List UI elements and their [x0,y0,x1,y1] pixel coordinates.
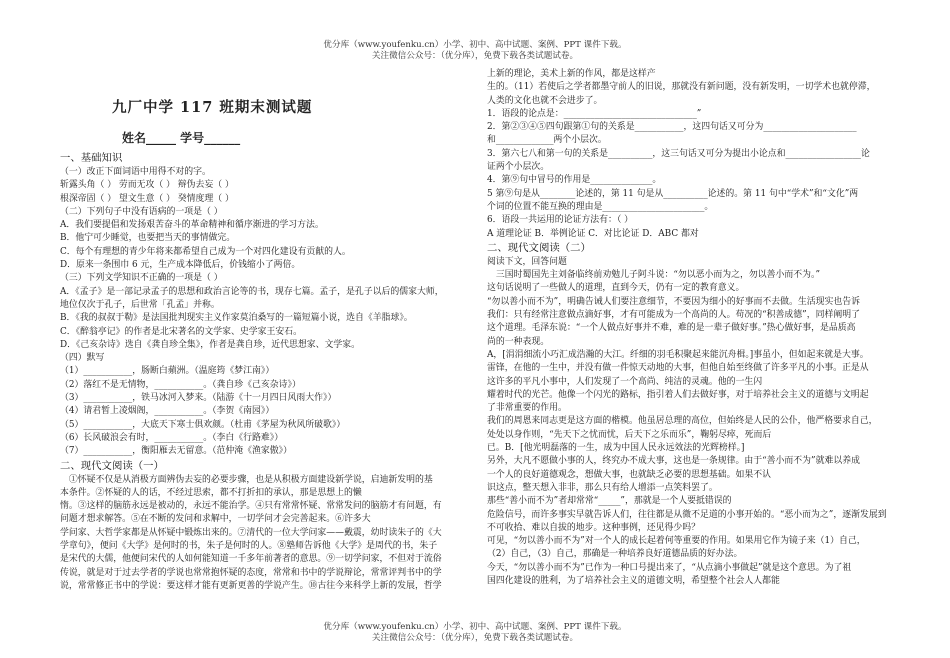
text-line: （2）落红不是无情物，___________。（龚自珍《己亥杂诗》） [60,379,301,390]
text-line: 斩露头角（ ） 劳而无攻（ ） 辩伪去妄（ ） [60,180,234,191]
text-line: （4）请君暂上凌烟阁，___________。（李贺《南园》） [60,406,275,417]
text-line: 国四化建设的胜利，为了培养社会主义的道德文明，希望整个社会人人都能 [487,575,780,586]
text-line: “勿以善小而不为”，明确告诫人们要注意细节，不要因为细小的好事而不去做。生活现实也告诉 [487,296,860,307]
text-line: C．每个有理想的青少年将来都希望自己成为一个对四化建设有贡献的人。 [60,246,351,257]
text-line: 1．语段的论点是：______________________________” [487,108,702,119]
text-line: （三）下列文学知识不正确的一项是（ ） [60,273,223,284]
text-line: 说，常常修正书中的学说：要这样才能有更新更善的学说产生。⑩古往今来科学上新的发展，哲学 [60,580,442,591]
section-heading: 一、基础知识 [60,152,123,164]
text-line: （一）改正下面词语中用得不对的字。 [60,167,211,177]
text-line: 已。B．[他光明磊落的一生，成为中国人民永远效法的光辉榜样。] [487,443,745,454]
text-line: 学问家、大哲学家都是从怀疑中锻炼出来的。⑦清代的一位大学问家——戴震，幼时读朱子的《大 [60,527,442,538]
text-line: 是宋代的大儒，他便问宋代的人如何能知道一千多年前著者的意思。⑨一切学问家，不但对于流俗 [60,554,442,565]
text-line: B．《我的叔叔于勒》是法国批判现实主义作家莫泊桑写的一篇短篇小说，选自《羊脂球》。 [60,313,413,324]
text-line: 3．第六七八和第一句的关系是__________，这三句话又可分为提出小论点和_________________论 [487,148,870,159]
text-line: 和_____________两个小层次。 [487,135,607,146]
text-line: 处处以身作则，“先天下之忧而忧，后天下之乐而乐”，鞠躬尽瘁，死而后 [487,429,772,440]
text-line: A 道理论证 B．举例论证 C．对比论证 D．ABC 都对 [487,228,699,239]
right-column [487,68,887,588]
text-line: （5）___________，大底天下寒士俱欢颜。（杜甫《茅屋为秋风所破歌》） [60,419,346,430]
text-line: 这句话说明了一些做人的道理，直到今天，仍有一定的教育意义。 [487,283,745,294]
text-line: 证两个小层次。 [487,162,550,173]
text-line: 传说，就是对于过去学者的学说也常常抱怀疑的态度，常常和书中的学说辩论，常常评判书中的学 [60,567,442,578]
text-line: 我们：只有经常注意做点滴好事，才有可能成为一个高尚的人。苟况的“积善成德”，同样阐明了 [487,310,860,321]
text-line: （7）___________，衡阳雁去无留意。（范仲淹《渔家傲》） [60,446,292,457]
text-line: 生的。（11）若使后之学者都墨守前人的旧说，那就没有新问题，没有新发明，一切学术也就停滞， [487,82,876,93]
text-line: 一个人的良好道德观念，想做大事，也就缺乏必要的思想基础。如果不认 [487,469,771,480]
right-column-text [487,68,887,588]
text-line: 根深帝固（ ） 望文生意（ ） 癸情度理（ ） [60,193,234,204]
text-line: 6．语段一共运用的论证方法有：（ ） [487,215,634,226]
name-number-line: 姓名_____ 学号______ [122,131,241,145]
text-line: 惰。③这样的脑筋永远是被动的，永远不能治学。④只有常常怀疑、常常发问的脑筋才有问题，有 [60,501,442,512]
text-line: （四）默写 [60,353,105,364]
text-line: A，[涓涓细流小巧汇成浩瀚的大江。纤细的羽毛积聚起来能沉舟楫。]事虽小，但如起来就是大事。 [487,349,869,360]
text-line: （3）___________，铁马冰河入梦来。（陆游《十一月四日风雨大作》） [60,393,337,404]
text-line: A．《孟子》是一部记录孟子的思想和政治言论等的书，现存七篇。孟子，是孔子以后的儒家大师， [60,286,444,297]
text-line: 上新的理论，美术上新的作风，都是这样产 [487,69,656,79]
text-line: 这许多的平凡小事中，人们发现了一个高尚、纯洁的灵魂。他的一生闪 [487,376,763,387]
section-heading: 二、现代文阅读（二） [487,241,591,254]
text-line: 地位仅次于孔子，后世常「孔孟」并称。 [60,299,220,310]
left-column [60,97,480,593]
text-line: 人类的文化也就不会进步了。 [487,95,603,106]
section-heading: 二、现代文阅读（一） [60,459,164,472]
text-line: 学章句》，便问《大学》是何时的书，朱子是何时的人。⑧塾师告诉他《大学》是周代的书，朱子 [60,541,438,552]
footer-line-2: 关注微信公众号：（优分库），免费下载各类试题试卷。 [371,633,579,643]
text-line: 了非常重要的作用。 [487,403,567,414]
text-line: B．他宁可少睡觉，也要把当天的事情做完。 [60,233,236,244]
left-column-text [60,151,480,593]
text-line: 今天，“勿以善小而不为”已作为一种口号提出来了，“从点滴小事做起”就是这个意思。为了祖 [487,562,852,573]
text-line: ①怀疑不仅是从消极方面辨伪去妄的必要步骤，也是从积极方面建设新学说，启迪新发明的基 [68,474,433,485]
text-line: 这个道理。毛泽东说：“一个人做点好事并不难，难的是一辈子做好事。”热心做好事，是品质高 [487,323,856,334]
footer-line-1: 优分库（www.youfenku.cn）小学、初中、高中试题、案例、PPT 课件下载。 [323,622,627,632]
text-line: 耀着时代的光芒。他像一个闪光的路标，指引着人们去做好事，对于培养社会主义的道德与文明起 [487,389,869,400]
exam-title: 九厂中学 117 班期末测试题 [112,99,313,116]
text-line: 个词的位置不能互换的理由是_______________________。 [487,201,714,212]
text-line: 我们的周恩来同志更是这方面的楷模。他虽居总理的高位，但始终是人民的公仆，他严格要求自己， [487,416,878,427]
text-line: 三国时蜀国先主刘备临终前劝勉儿子阿斗说：“勿以恶小而为之，勿以善小而不为。” [495,270,821,281]
page-footer [0,622,950,644]
text-line: 不可收拾、难以自拔的地步。这种事例，还见得少吗？ [487,522,700,533]
text-line: D．原来一条围巾 6 元，生产成本降低后，价钱缩小了两倍。 [60,260,301,271]
text-line: 2．第②③④⑤四句跟第①句的关系是___________，这四句话又可分为_____________________ [487,122,857,133]
header-line-1: 优分库（www.youfenku.cn）小学、初中、高中试题、案例、PPT 课件下载。 [323,40,627,50]
text-line: D．《己亥杂诗》选自《龚自珍全集》，作者是龚自珍，近代思想家、文学家。 [60,339,360,350]
text-line: A．我们要提倡和发扬艰苦奋斗的革命精神和循序渐进的学习方法。 [60,220,324,231]
text-line: 雷锋，在他的一生中，并没有做一件惊天动地的大事，但他自始至终做了许多平凡的小事。正是从 [487,363,869,374]
text-line: 5 第⑨句是从________论述的，第 11 句是从__________论述的。第 11 句中“学术”和“文化”两 [487,188,859,199]
text-line: （1）___________，肠断白蘋洲。（温庭筠《梦江南》） [60,366,275,377]
text-line: 识这点，整天想入非非，那么只有给人增添一点笑料罢了。 [487,482,718,493]
text-line: C．《醉翁亭记》的作者是北宋著名的文学家、史学家王安石。 [60,326,302,337]
text-line: 问题才想求解答。⑤在不断的发问和求解中，一切学问才会完善起来。⑥许多大 [60,514,371,525]
text-line: 尚的一种表现。 [487,336,550,347]
text-line: 阅读下文，回答问题 [487,256,567,267]
text-line: 本条件。②怀疑的人的话，不经过思索，都不打折扣的承认，那是思想上的懒 [60,487,362,498]
text-line: 另外，大凡不愿做小事的人，终究办不成大事，这也是一条规律。由于“善小而不为”就难以养成 [487,456,860,467]
text-line: 危险信号，而许多事实早就告诉人们，往往都是从微不足道的小事开始的。“恶小而为之”，逐渐发展到 [487,509,887,520]
header-line-2: 关注微信公众号：（优分库），免费下载各类试题试卷。 [371,51,579,61]
page-header [0,40,950,62]
text-line: （6）长风破浪会有时，___________。（李白《行路难》） [60,432,284,443]
text-line: （二）下列句子中没有语病的一项是（ ） [60,206,223,217]
text-line: （2）自己，（3）自己，那确是一种培养良好道德品质的好办法。 [487,549,743,560]
text-line: 可见，“勿以善小而不为”对一个人的成长起着何等重要的作用。如果用它作为镜子来（1）自己， [487,536,866,547]
text-line: 那些“善小而不为”者却常常“_____”，那就是一个人要抵错误的 [487,496,732,507]
text-line: 4．第⑨句中冒号的作用是______________。 [487,175,662,186]
